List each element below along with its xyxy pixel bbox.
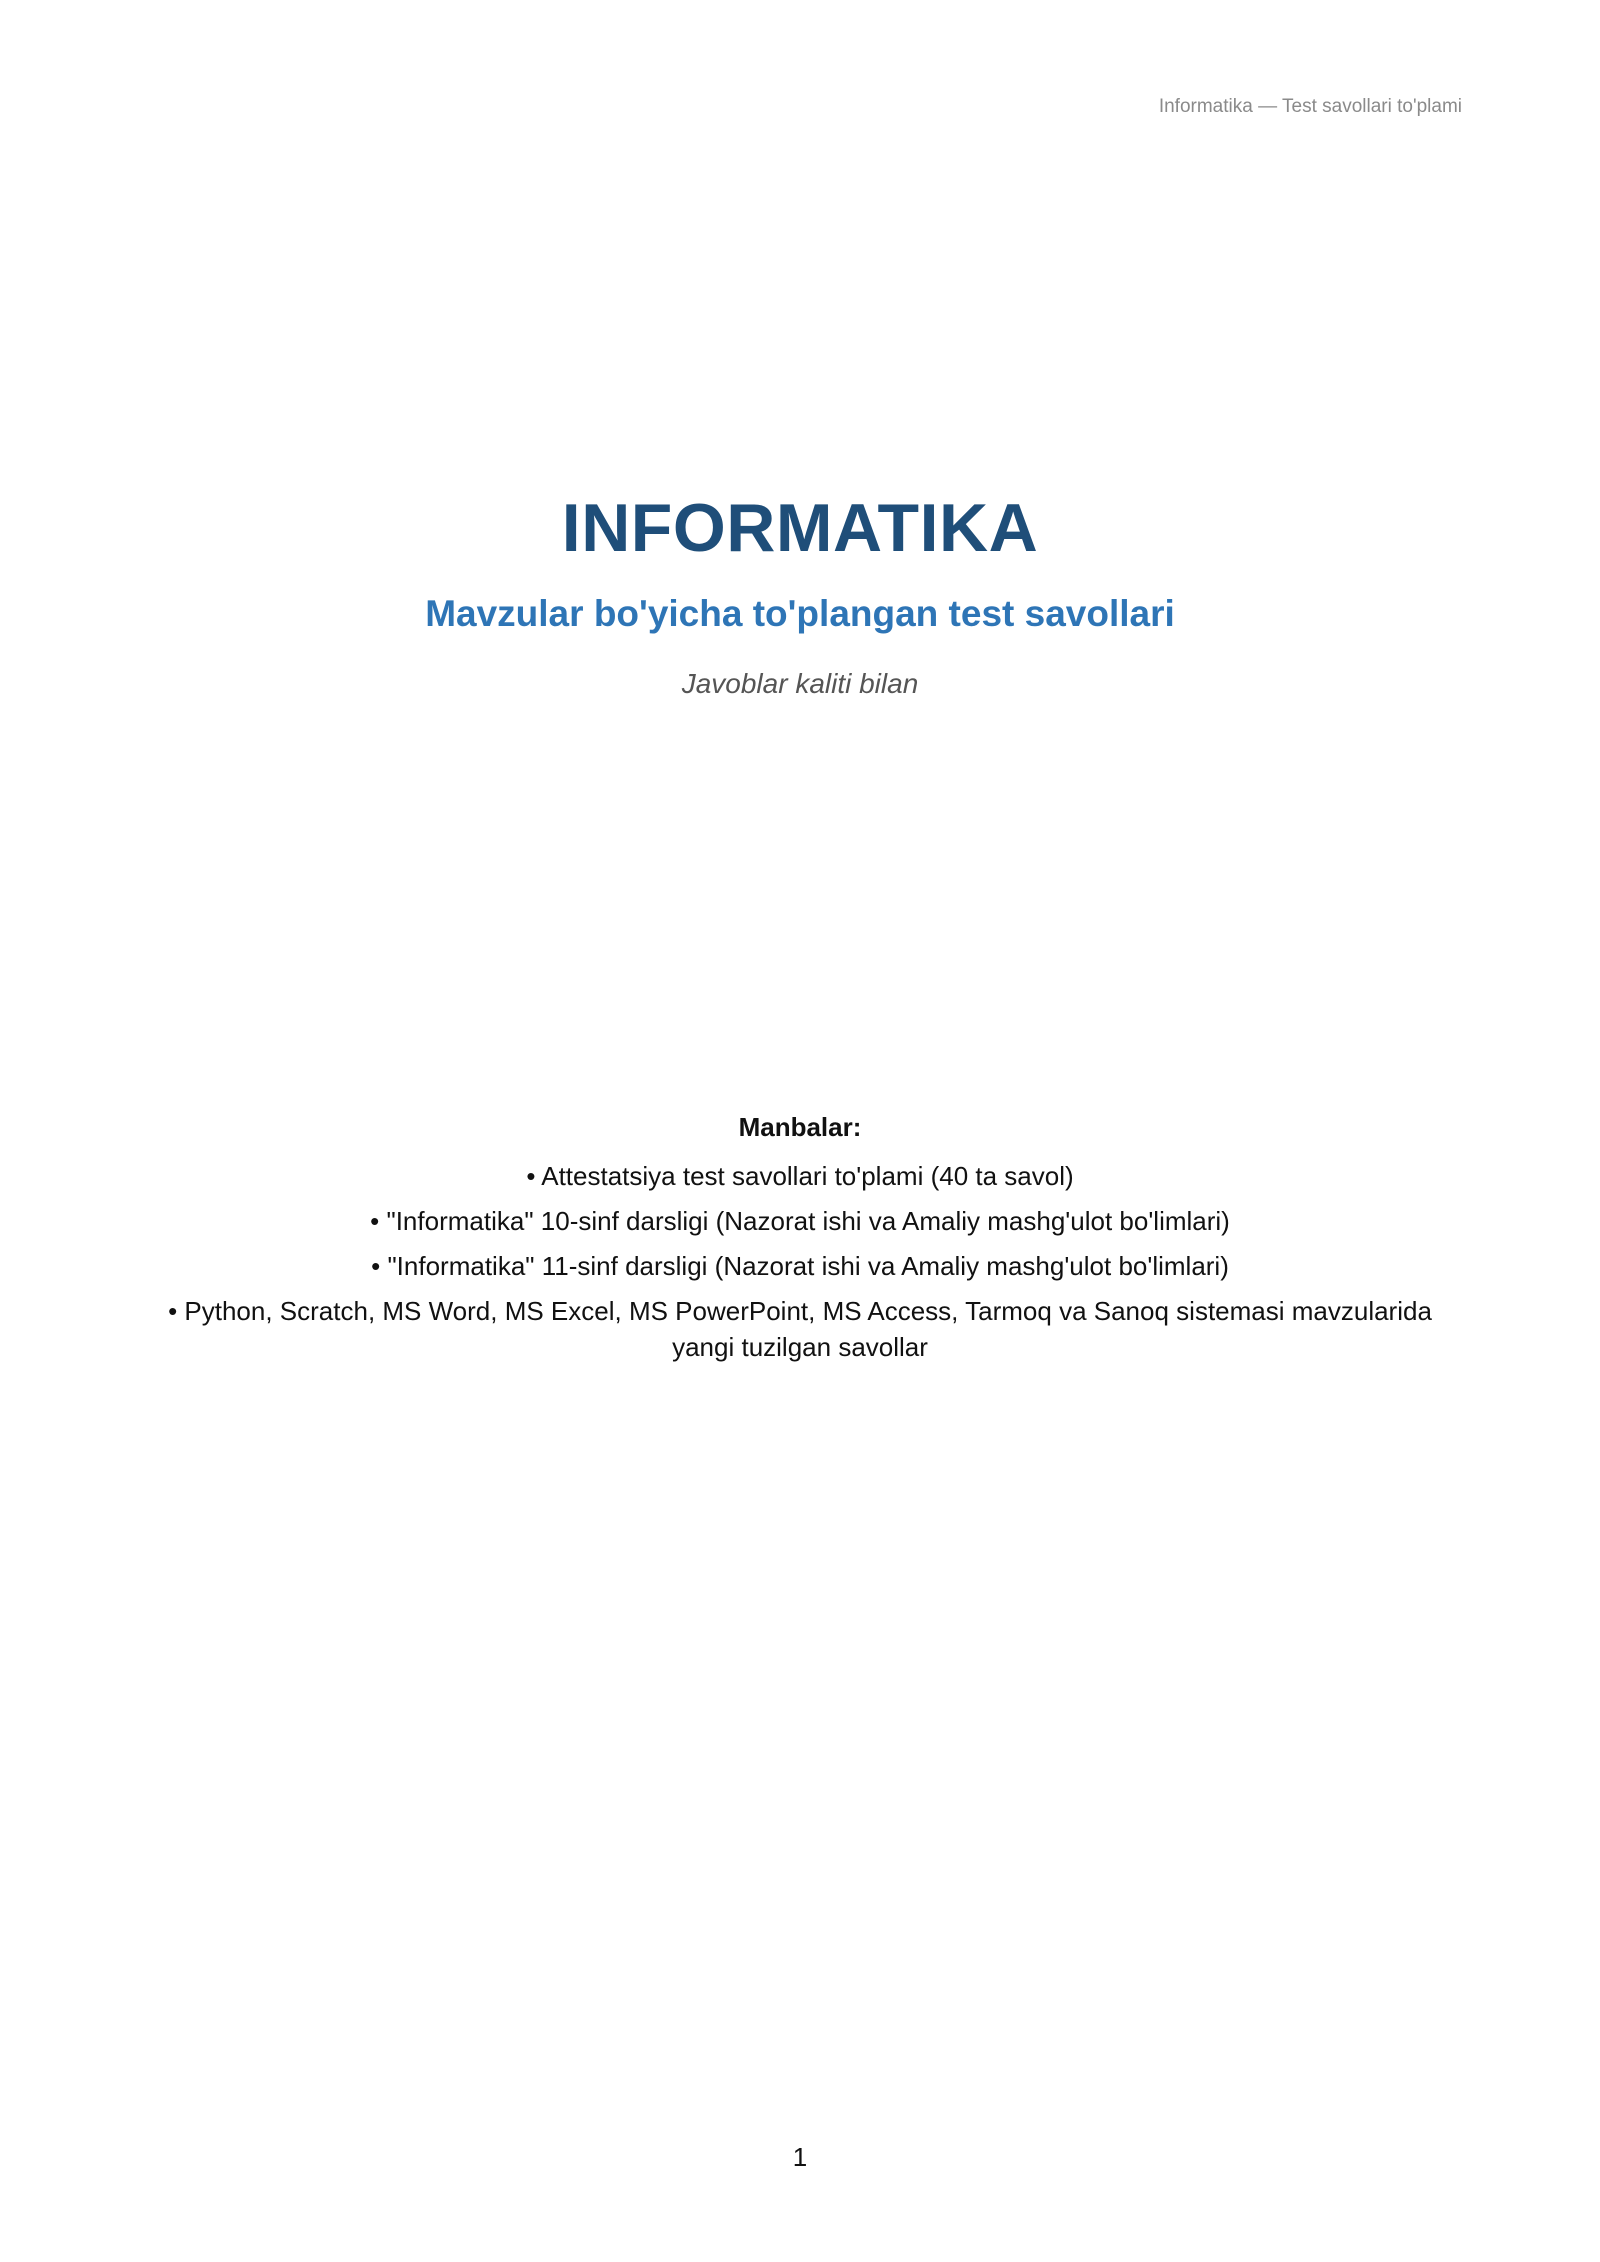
running-header: Informatika — Test savollari to'plami xyxy=(1158,96,1462,117)
document-subtitle: Mavzular bo'yicha to'plangan test savollari xyxy=(425,592,1175,634)
sources-section xyxy=(150,1110,1450,1374)
answer-key-note: Javoblar kaliti bilan xyxy=(681,668,919,699)
source-item: • Python, Scratch, MS Word, MS Excel, MS PowerPoint, MS Access, Tarmoq va Sanoq sistemasi mavzularida yangi tuzilgan savollar xyxy=(168,1296,1432,1362)
source-item: • Attestatsiya test savollari to'plami (40 ta savol) xyxy=(526,1161,1074,1191)
page-number: 1 xyxy=(792,2142,808,2172)
source-item: • "Informatika" 10-sinf darsligi (Nazorat ishi va Amaliy mashg'ulot bo'limlari) xyxy=(370,1206,1230,1236)
sources-heading: Manbalar: xyxy=(738,1112,862,1142)
source-item: • "Informatika" 11-sinf darsligi (Nazorat ishi va Amaliy mashg'ulot bo'limlari) xyxy=(371,1251,1229,1281)
sources-list xyxy=(150,1158,1450,1365)
document-title: INFORMATIKA xyxy=(561,489,1039,566)
